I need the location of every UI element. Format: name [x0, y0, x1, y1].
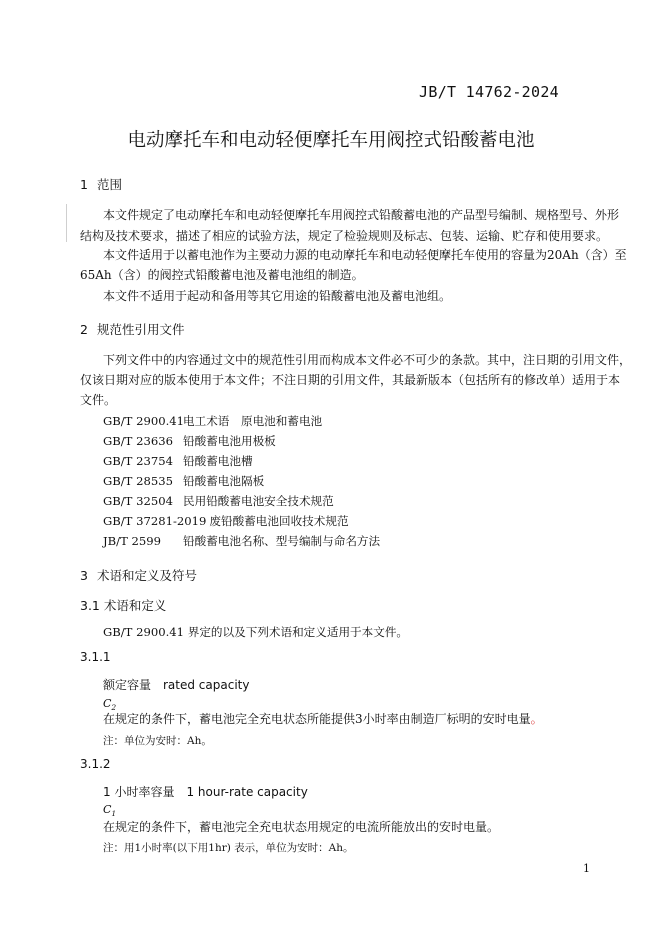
symbol-letter: C [103, 803, 112, 816]
scope-paragraph-3: 本文件不适用于起动和备用等其它用途的铅酸蓄电池及蓄电池组。 [103, 289, 452, 303]
clause-3-1-1-number: 3.1.1 [80, 650, 111, 664]
section-1-heading [80, 175, 122, 193]
scope-paragraph-1-line-1: 本文件规定了电动摩托车和电动轻便摩托车用阀控式铅酸蓄电池的产品型号编制、规格型号、外形 [103, 208, 620, 222]
terms-intro: GB/T 2900.41 界定的以及下列术语和定义适用于本文件。 [103, 625, 409, 639]
references-intro-line-1: 下列文件中的内容通过文中的规范性引用而构成本文件必不可少的条款。其中，注日期的引用文件， [103, 353, 632, 367]
section-2-heading [80, 320, 185, 338]
reference-item [103, 413, 322, 429]
definition-end-mark: 。 [530, 712, 543, 726]
section-title: 规范性引用文件 [97, 322, 185, 337]
document-number: JB/T 14762-2024 [419, 83, 559, 101]
note-rated-capacity: 注：单位为安时：Ah。 [103, 735, 212, 747]
section-3-heading [80, 566, 197, 584]
reference-code: GB/T 32504 [103, 494, 173, 508]
symbol-subscript: 1 [111, 809, 117, 819]
change-bar [66, 204, 67, 242]
scope-paragraph-2-line-2: 65Ah（含）的阀控式铅酸蓄电池及蓄电池组的制造。 [80, 268, 364, 282]
reference-code: GB/T 23636 [103, 434, 173, 448]
definition-1-hour-rate-capacity: 在规定的条件下，蓄电池完全充电状态用规定的电流所能放出的安时电量。 [103, 820, 500, 834]
references-intro-line-2: 仅该日期对应的版本使用于本文件；不注日期的引用文件，其最新版本（包括所有的修改单）适用于本 [80, 373, 621, 387]
section-number: 1 [80, 177, 88, 192]
reference-code: GB/T 23754 [103, 454, 173, 468]
scope-paragraph-1-line-2: 结构及技术要求，描述了相应的试验方法，规定了检验规则及标志、包装、运输、贮存和使用要求。 [80, 229, 609, 243]
reference-title: 铅酸蓄电池名称、型号编制与命名方法 [183, 534, 381, 548]
reference-title: 铅酸蓄电池用极板 [183, 434, 276, 448]
reference-code: GB/T 2900.41 [103, 414, 185, 428]
reference-title: 铅酸蓄电池槽 [183, 454, 253, 468]
section-number: 2 [80, 322, 88, 337]
reference-code: GB/T 28535 [103, 474, 173, 488]
subsection-number: 3.1 [80, 598, 100, 613]
reference-title: 铅酸蓄电池隔板 [183, 474, 265, 488]
definition-rated-capacity [103, 709, 543, 730]
subsection-title: 术语和定义 [103, 598, 167, 613]
page-number: 1 [583, 862, 590, 875]
symbol-letter: C [103, 697, 112, 710]
note-1-hour-rate-capacity: 注：用1小时率(以下用1hr) 表示，单位为安时：Ah。 [103, 842, 354, 854]
reference-item [103, 433, 276, 449]
references-intro-line-3: 文件。 [80, 393, 117, 407]
section-number: 3 [80, 568, 88, 583]
subsection-3-1-heading [80, 596, 166, 614]
section-title: 范围 [97, 177, 123, 192]
scope-paragraph-2-line-1: 本文件适用于以蓄电池作为主要动力源的电动摩托车和电动轻便摩托车使用的容量为20Ah（含）至 [103, 248, 627, 262]
document-title: 电动摩托车和电动轻便摩托车用阀控式铅酸蓄电池 [127, 130, 535, 151]
clause-3-1-2-number: 3.1.2 [80, 757, 111, 771]
reference-code: JB/T 2599 [103, 534, 161, 548]
reference-title: 民用铅酸蓄电池安全技术规范 [183, 494, 334, 508]
reference-title: 电工术语 原电池和蓄电池 [183, 414, 323, 428]
symbol-c1 [103, 803, 116, 818]
term-rated-capacity: 额定容量 rated capacity [103, 678, 250, 692]
reference-item [103, 493, 334, 509]
reference-item [103, 473, 264, 489]
reference-item [103, 513, 349, 529]
reference-code: GB/T 37281-2019 [103, 514, 207, 528]
reference-item [103, 453, 253, 469]
definition-text: 在规定的条件下，蓄电池完全充电状态所能提供3小时率由制造厂标明的安时电量 [103, 712, 531, 726]
reference-title: 废铅酸蓄电池回收技术规范 [209, 514, 349, 528]
term-1-hour-rate-capacity: 1 小时率容量 1 hour-rate capacity [103, 785, 308, 799]
symbol-subscript: 2 [111, 703, 117, 713]
reference-item [103, 533, 380, 549]
section-title: 术语和定义及符号 [97, 568, 198, 583]
